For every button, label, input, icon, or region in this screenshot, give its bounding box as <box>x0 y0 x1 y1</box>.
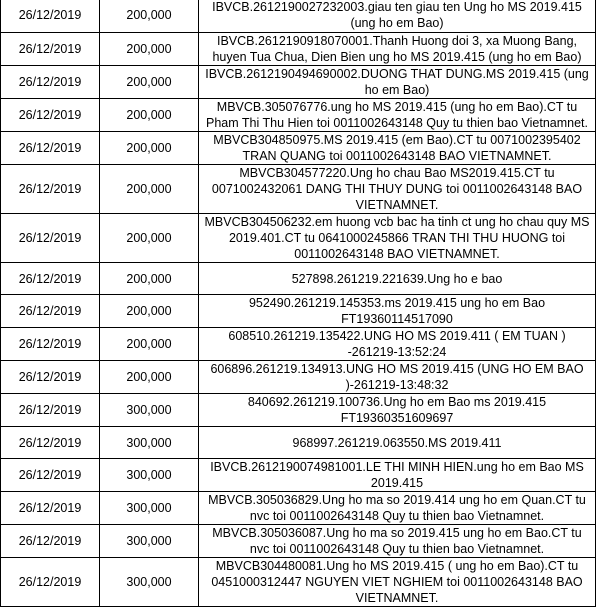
description-cell: MBVCB304850975.MS 2019.415 (em Bao).CT tu 0071002395402 TRAN QUANG toi 0011002643148 BAO VIETNAMNET. <box>199 132 596 165</box>
date-cell: 26/12/2019 <box>1 295 100 328</box>
description-cell: MBVCB304506232.em huong vcb bac ha tinh ct ung ho chau quy MS 2019.401.CT tu 0641000245866 TRAN THI THU HUONG toi 0011002643148 BAO VIETNAMNET. <box>199 214 596 263</box>
table-row <box>1 427 596 459</box>
description-cell: IBVCB.2612190918070001.Thanh Huong doi 3, xa Muong Bang, huyen Tua Chua, Dien Bien ung ho MS 2019.415 (ung ho em Bao) <box>199 33 596 66</box>
table-row <box>1 214 596 263</box>
amount-cell: 200,000 <box>100 66 199 99</box>
description-cell: 608510.261219.135422.UNG HO MS 2019.411 ( EM TUAN ) -261219-13:52:24 <box>199 328 596 361</box>
table-row <box>1 328 596 361</box>
amount-cell: 300,000 <box>100 427 199 459</box>
description-cell: 606896.261219.134913.UNG HO MS 2019.415 (UNG HO EM BAO )-261219-13:48:32 <box>199 361 596 394</box>
amount-cell: 300,000 <box>100 525 199 558</box>
description-cell: MBVCB.305036829.Ung ho ma so 2019.414 ung ho em Quan.CT tu nvc toi 0011002643148 Quy tu thien bao Vietnamnet. <box>199 492 596 525</box>
description-cell: 952490.261219.145353.ms 2019.415 ung ho em Bao FT19360114517090 <box>199 295 596 328</box>
date-cell: 26/12/2019 <box>1 525 100 558</box>
table-row <box>1 66 596 99</box>
date-cell: 26/12/2019 <box>1 0 100 33</box>
table-row <box>1 492 596 525</box>
amount-cell: 200,000 <box>100 361 199 394</box>
date-cell: 26/12/2019 <box>1 214 100 263</box>
date-cell: 26/12/2019 <box>1 165 100 214</box>
amount-cell: 200,000 <box>100 295 199 328</box>
amount-cell: 200,000 <box>100 99 199 132</box>
table-row <box>1 33 596 66</box>
table-row <box>1 361 596 394</box>
date-cell: 26/12/2019 <box>1 427 100 459</box>
table-row <box>1 394 596 427</box>
date-cell: 26/12/2019 <box>1 361 100 394</box>
amount-cell: 200,000 <box>100 33 199 66</box>
date-cell: 26/12/2019 <box>1 263 100 295</box>
amount-cell: 200,000 <box>100 0 199 33</box>
description-cell: 527898.261219.221639.Ung ho e bao <box>199 263 596 295</box>
amount-cell: 200,000 <box>100 328 199 361</box>
description-cell: 968997.261219.063550.MS 2019.411 <box>199 427 596 459</box>
date-cell: 26/12/2019 <box>1 394 100 427</box>
table-row <box>1 558 596 607</box>
date-cell: 26/12/2019 <box>1 492 100 525</box>
amount-cell: 200,000 <box>100 165 199 214</box>
date-cell: 26/12/2019 <box>1 328 100 361</box>
description-cell: IBVCB.2612190074981001.LE THI MINH HIEN.ung ho em Bao MS 2019.415 <box>199 459 596 492</box>
amount-cell: 300,000 <box>100 394 199 427</box>
table-row <box>1 525 596 558</box>
table-row <box>1 263 596 295</box>
description-cell: 840692.261219.100736.Ung ho em Bao ms 2019.415 FT19360351609697 <box>199 394 596 427</box>
date-cell: 26/12/2019 <box>1 459 100 492</box>
date-cell: 26/12/2019 <box>1 33 100 66</box>
description-cell: MBVCB.305076776.ung ho MS 2019.415 (ung ho em Bao).CT tu Pham Thi Thu Hien toi 0011002643148 Quy tu thien bao Vietnamnet. <box>199 99 596 132</box>
table-row <box>1 99 596 132</box>
date-cell: 26/12/2019 <box>1 558 100 607</box>
table-row <box>1 295 596 328</box>
date-cell: 26/12/2019 <box>1 99 100 132</box>
donation-table-body <box>1 0 596 607</box>
table-row <box>1 165 596 214</box>
table-row <box>1 0 596 33</box>
date-cell: 26/12/2019 <box>1 66 100 99</box>
description-cell: MBVCB304577220.Ung ho chau Bao MS2019.415.CT tu 0071002432061 DANG THI THUY DUNG toi 0011002643148 BAO VIETNAMNET. <box>199 165 596 214</box>
description-cell: IBVCB.2612190027232003.giau ten giau ten Ung ho MS 2019.415 (ung ho em Bao) <box>199 0 596 33</box>
table-row <box>1 132 596 165</box>
description-cell: MBVCB.305036087.Ung ho ma so 2019.415 ung ho em Bao.CT tu nvc toi 0011002643148 Quy tu thien bao Vietnamnet. <box>199 525 596 558</box>
amount-cell: 200,000 <box>100 263 199 295</box>
amount-cell: 300,000 <box>100 492 199 525</box>
amount-cell: 300,000 <box>100 558 199 607</box>
amount-cell: 200,000 <box>100 214 199 263</box>
table-row <box>1 459 596 492</box>
date-cell: 26/12/2019 <box>1 132 100 165</box>
amount-cell: 300,000 <box>100 459 199 492</box>
amount-cell: 200,000 <box>100 132 199 165</box>
description-cell: MBVCB304480081.Ung ho MS 2019.415 ( ung ho em Bao).CT tu 0451000312447 NGUYEN VIET NGHIEM toi 0011002643148 BAO VIETNAMNET. <box>199 558 596 607</box>
description-cell: IBVCB.2612190494690002.DUONG THAT DUNG.MS 2019.415 (ung ho em Bao) <box>199 66 596 99</box>
